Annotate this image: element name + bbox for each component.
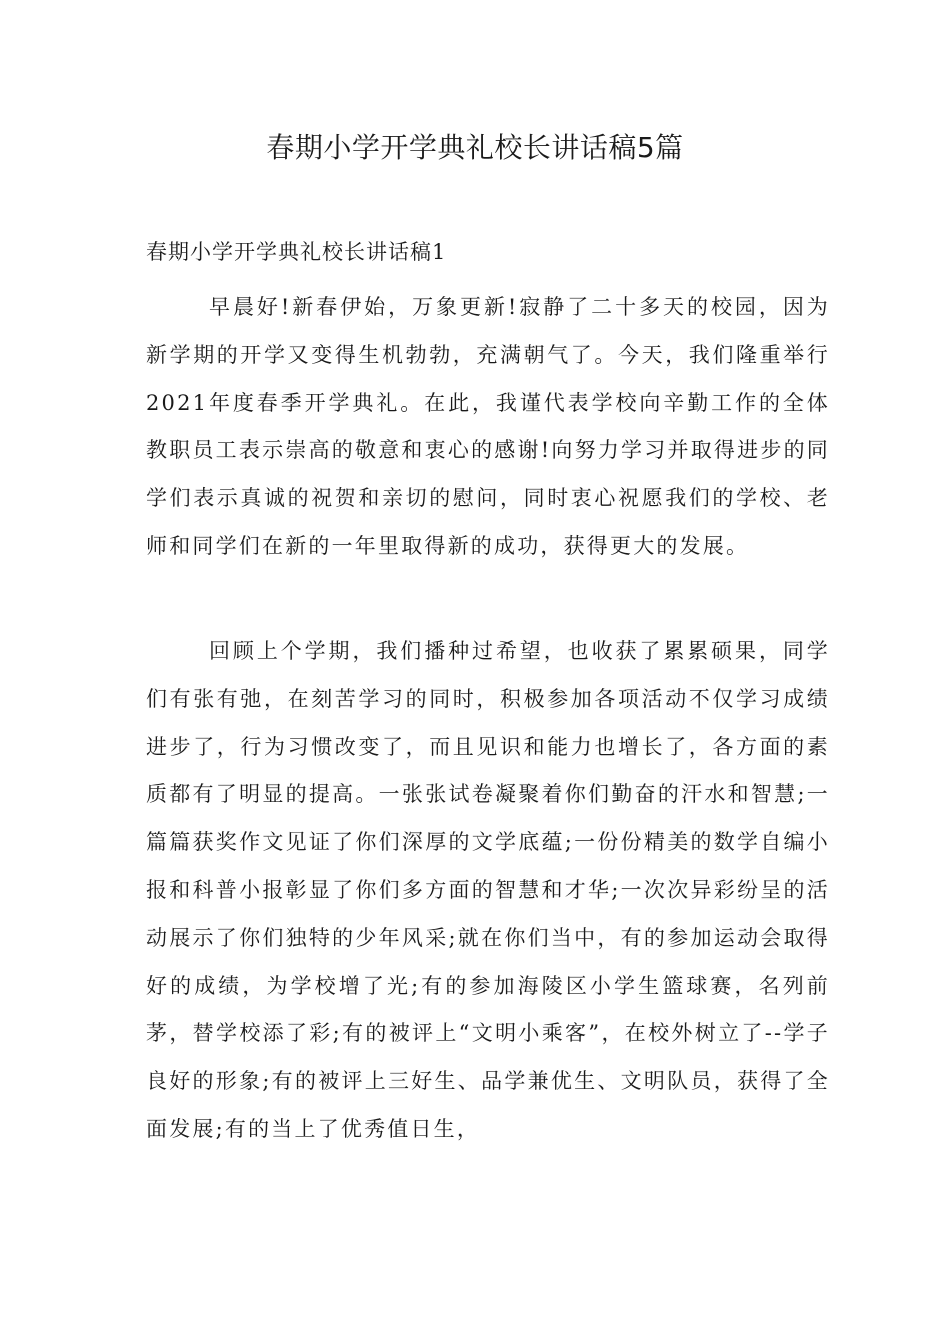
section-heading: 春期小学开学典礼校长讲话稿1 <box>146 240 447 264</box>
document-title: 春期小学开学典礼校长讲话稿5篇 <box>266 131 684 164</box>
body-paragraph: 回顾上个学期，我们播种过希望，也收获了累累硕果，同学们有张有弛，在刻苦学习的同时，积极参加各项活动不仅学习成绩进步了，行为习惯改变了，而且见识和能力也增长了，各方面的素质都有了明显的提高。一张张试卷凝聚着你们勤奋的汗水和智慧;一篇篇获奖作文见证了你们深厚的文学底蕴;一份份精美的数学自编小报和科普小报彰显了你们多方面的智慧和才华;一次次异彩纷呈的活动展示了你们独特的少年风采;就在你们当中，有的参加运动会取得好的成绩，为学校增了光;有的参加海陵区小学生篮球赛，名列前茅，替学校添了彩;有的被评上“文明小乘客”，在校外树立了--学子良好的形象;有的被评上三好生、品学兼优生、文明队员，获得了全面发展;有的当上了优秀值日生， <box>146 639 830 1141</box>
body-paragraph: 早晨好!新春伊始，万象更新!寂静了二十多天的校园，因为新学期的开学又变得生机勃勃，充满朝气了。今天，我们隆重举行2021年度春季开学典礼。在此，我谨代表学校向辛勤工作的全体教职员工表示崇高的敬意和衷心的感谢!向努力学习并取得进步的同学们表示真诚的祝贺和亲切的慰问，同时衷心祝愿我们的学校、老师和同学们在新的一年里取得新的成功，获得更大的发展。 <box>146 295 830 558</box>
